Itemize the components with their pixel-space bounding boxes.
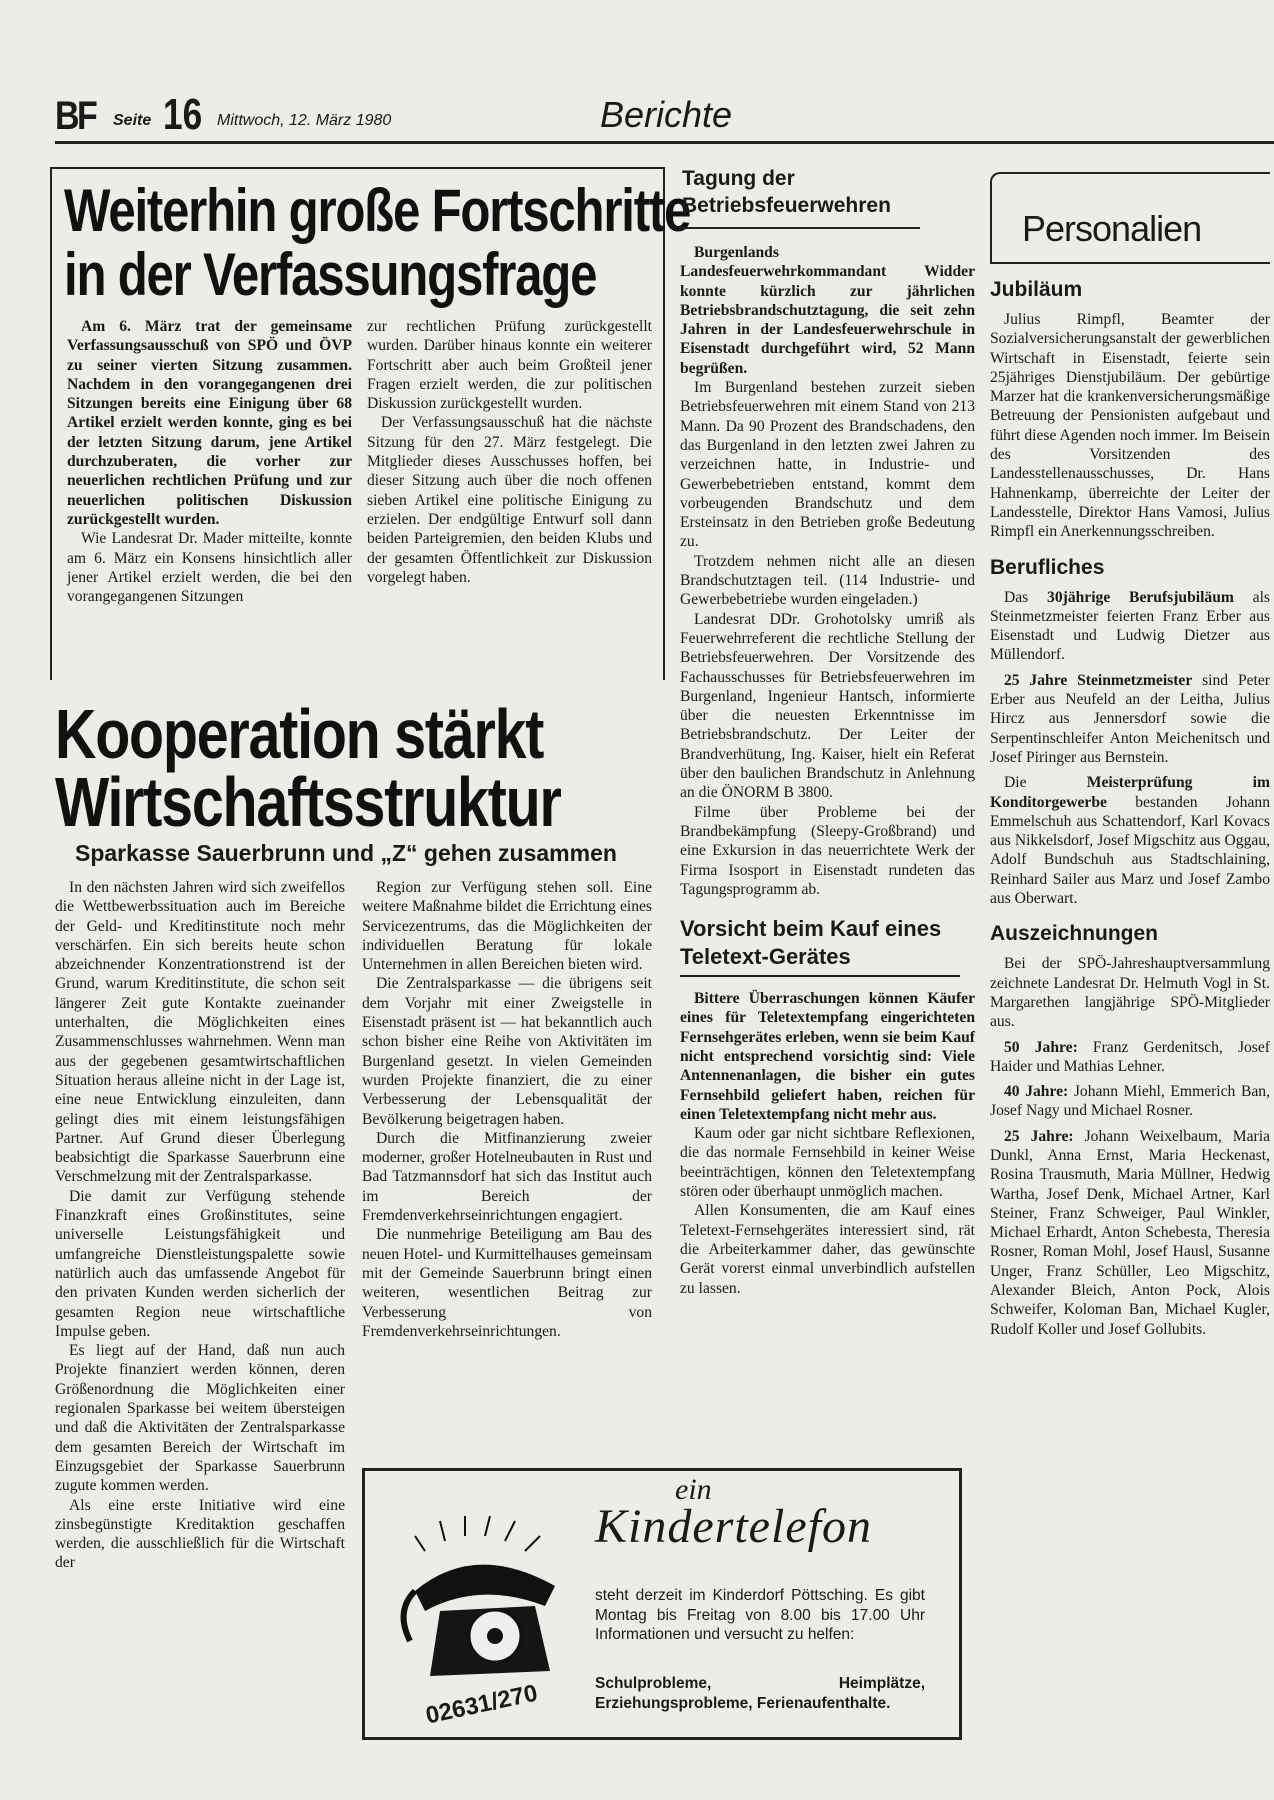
issue-date: Mittwoch, 12. März 1980 bbox=[217, 112, 392, 129]
headline: Tagung der Betriebsfeuerwehren bbox=[680, 165, 920, 229]
paragraph-text: Julius Rimpfl, Beamter der Sozialversicherungsanstalt der gewerblichen Wirtschaft in Eisenstadt, feierte sein 25jähriges Dienstjubiläum. Der gebürtige Marzer hat die krankenversicherungsmäßige Betreuung der Pensionisten aufgebaut und führt diese Agenden noch immer. Im Beisein des Vorsitzenden des Landesstellenausschusses, Dr. Hans Hahnenkamp, überreichte der Leiter der Landesstelle, Direktor Hans Vamosi, Julius Rimpfl ein Anerkennungsschreiben. bbox=[990, 311, 1270, 541]
paragraph: Im Burgenland bestehen zurzeit sieben Betriebsfeuerwehren mit einem Stand von 213 Mann. Da 90 Prozent des Brandschadens, den das Burgenland in den letzten zwei Jahren zu verzeichnen hatte, in Industrie- und Gewerbebetrieben entstand, kommt dem vorbeugenden Brandschutz und dem Ersteinsatz in den Betrieben große Bedeutung zu. bbox=[680, 379, 975, 551]
paragraph-text: sind Peter Erber aus Neufeld an der Leitha, Julius Hircz aus Jennersdorf sowie die Serpentinschleifer Anton Meichenitsch und Josef Piringer aus Bernstein. bbox=[990, 671, 1270, 766]
article-column-1 bbox=[55, 878, 345, 1573]
paragraph-pre: Das bbox=[1004, 588, 1048, 606]
paragraph: Kaum oder gar nicht sichtbare Reflexionen, die das normale Fernsehbild in keiner Weise beeinträchtigen, können den Teletextempfang stören oder überhaupt unmöglich machen. bbox=[680, 1125, 975, 1201]
personalien-title: Personalien bbox=[1022, 208, 1202, 249]
subheadline: Sparkasse Sauerbrunn und „Z“ gehen zusammen bbox=[75, 840, 617, 866]
ad-list: Schulprobleme, Heimplätze, Erziehungsprobleme, Ferienaufenthalte. bbox=[595, 1675, 925, 1712]
paragraph-text: Johann Weixelbaum, Maria Dunkl, Anna Ernst, Maria Heckenast, Rosina Trausmuth, Maria Müllner, Hedwig Wartha, Josef Denk, Michael Artner, Karl Steiner, Franz Schweiger, Paul Winkler, Michael Erhardt, Anton Schebesta, Theresia Rosner, Roman Mohl, Josef Hausl, Susanne Unger, Franz Schüller, Leo Migschitz, Alexander Bleich, Anton Pock, Alois Schweifer, Koloman Ban, Michael Kugler, Rudolf Koller und Josef Gollubits. bbox=[990, 1127, 1271, 1338]
paragraph: Allen Konsumenten, die am Kauf eines Teletext-Fernsehgerätes interessiert sind, rät die Arbeiterkammer daher, das gewünschte Gerät vorerst einmal unverbindlich aufstellen zu lassen. bbox=[680, 1202, 975, 1297]
article-body bbox=[680, 243, 975, 899]
article-column-1 bbox=[67, 317, 352, 606]
paragraph-lead: 30jährige Berufsjubiläum bbox=[1047, 588, 1234, 606]
article-betriebsfeuerwehren bbox=[680, 165, 975, 1298]
ad-script-title: Kindertelefon bbox=[595, 1500, 872, 1553]
headline bbox=[64, 179, 690, 307]
paragraph-lead: 25 Jahre: bbox=[1004, 1127, 1074, 1145]
paragraph-text: Bei der SPÖ-Jahreshauptversammlung zeichnete Landesrat Dr. Helmuth Vogl in St. Margarethen langjährige SPÖ-Mitglieder aus. bbox=[990, 955, 1270, 1031]
article-verfassungsfrage bbox=[50, 167, 691, 680]
paragraph bbox=[990, 310, 1270, 542]
paragraph: Bittere Überraschungen können Käufer eines für Teletextempfang eingerichteten Fernsehgerätes erleben, wenn sie beim Kauf nicht entsprechend vorsichtig sind: Viele Antennenanlagen, die bisher ein gutes Fernsehbild geliefert haben, reichen für einen Teletextempfang nicht mehr aus. bbox=[680, 990, 975, 1123]
headline-line-2: Wirtschaftsstruktur bbox=[55, 763, 561, 841]
telephone-icon bbox=[385, 1511, 575, 1711]
paragraph: Trotzdem nehmen nicht alle an diesen Brandschutztagen teil. (114 Industrie- und Gewerbebetriebe wurden eingeladen.) bbox=[680, 552, 975, 609]
paragraph bbox=[990, 773, 1270, 908]
paragraph: In den nächsten Jahren wird sich zweifellos die Wettbewerbssituation auch im Bereiche der Geld- und Kreditinstitute noch mehr verschärfen. Ein sich bereits heute schon abzeichnender Konzentrationstrend ist der Grund, warum Kreditinstitute, die schon seit längerer Zeit gute Kontakte zueinander unterhalten, die Möglichkeiten eines Zusammenschlusses wahrnehmen. Wenn man aus der gegebenen gesamtwirtschaftlichen Situation heraus alleine nicht in der Lage ist, eine neue Entwicklung einzuleiten, dann gelingt dies mit einem leistungsfähigen Partner. Auf Grund dieser Überlegung beabsichtigt die Sparkasse Sauerbrunn eine Verschmelzung mit der Zentralsparkasse. bbox=[55, 879, 345, 1186]
paragraph bbox=[990, 1127, 1270, 1339]
paragraph: Burgenlands Landesfeuerwehrkommandant Widder konnte kürzlich zur jährlichen Betriebsbrandschutztagung, die seit zehn Jahren in der Landesfeuerwehrschule in Eisenstadt durchgeführt wird, 52 Mann begrüßen. bbox=[680, 244, 975, 377]
paragraph bbox=[990, 954, 1270, 1031]
paragraph-lead: 25 Jahre Steinmetzmeister bbox=[1004, 671, 1193, 689]
section-body bbox=[990, 310, 1270, 542]
personalien-title-box bbox=[990, 172, 1270, 264]
paragraph: Region zur Verfügung stehen soll. Eine weitere Maßnahme bildet die Errichtung eines Servicezentrums, das die Möglichkeiten der individuellen Beratung für lokale Unternehmen in allen Bereichen bieten wird. bbox=[362, 879, 652, 974]
masthead bbox=[55, 92, 1274, 144]
paragraph-text: Franz Gerdenitsch, Josef Haider und Mathias Lehner. bbox=[990, 1038, 1270, 1075]
phone-number: 02631/270 bbox=[423, 1679, 540, 1730]
paragraph bbox=[990, 671, 1270, 767]
paragraph bbox=[990, 588, 1270, 665]
seite-label: Seite bbox=[113, 112, 152, 129]
paragraph-lead: 50 Jahre: bbox=[1004, 1038, 1078, 1056]
section-heading: Jubiläum bbox=[990, 278, 1083, 301]
personalien-column bbox=[990, 172, 1270, 1345]
kindertelefon-ad bbox=[362, 1468, 962, 1740]
headline-line-1: Kooperation stärkt bbox=[55, 695, 544, 773]
article-teletext-body bbox=[680, 989, 975, 1298]
paragraph: Es liegt auf der Hand, daß nun auch Projekte finanziert werden können, deren Größenordnung die Möglichkeiten einer regionalen Sparkasse bei weitem übersteigen und daß die Aktivitäten der Zentralsparkasse dem gesamten Bereich der Wirtschaft im Einzugsgebiet der Sparkasse Sauerbrunn zugute kommen werden. bbox=[55, 1342, 345, 1495]
paragraph bbox=[990, 1082, 1270, 1121]
headline-line-1: Weiterhin große Fortschritte bbox=[64, 177, 691, 244]
paragraph: Die nunmehrige Beteiligung am Bau des neuen Hotel- und Kurmittelhauses gemeinsam mit der Gemeinde Sauerbrunn bringt einen weiteren, wesentlichen Beitrag zur Verbesserung von Fremdenverkehrseinrichtungen. bbox=[362, 1226, 652, 1340]
ad-body: steht derzeit im Kinderdorf Pöttsching. Es gibt Montag bis Freitag von 8.00 bis 17.00 Uhr Informationen und versucht zu helfen: bbox=[595, 1587, 925, 1643]
paragraph: Landesrat DDr. Grohotolsky umriß als Feuerwehrreferent die rechtliche Stellung der Betriebsfeuerwehren. Der Vorsitzende des Fachausschusses für Betriebsfeuerwehren im Burgenland, Ingenieur Hantsch, informierte über die neuesten Erkenntnisse im Betriebsbrandschutz. Der Leiter der Brandverhütung, Ing. Kaiser, hielt ein Referat über den baulichen Brandschutz in Anlehnung an die ÖNORM B 3800. bbox=[680, 610, 975, 802]
paragraph-text: bestanden Johann Emmelschuh aus Schattendorf, Karl Kovacs aus Nikkelsdorf, Josef Migschitz aus Oggau, Adolf Bundschuh aus Stadtschlaining, Reinhard Sailer aus Marz und Josef Zambo aus Oberwart. bbox=[990, 793, 1270, 908]
paragraph-lead: 40 Jahre: bbox=[1004, 1083, 1069, 1101]
paragraph: Wie Landesrat Dr. Mader mitteilte, konnte am 6. März ein Konsens hinsichtlich aller jener Artikel erzielt werden, die bei den vorangegangenen Sitzungen bbox=[67, 530, 352, 606]
paragraph-lead: Meisterprüfung im Konditorgewerbe bbox=[990, 774, 1270, 811]
paragraph bbox=[990, 1038, 1270, 1077]
paragraph: Als eine erste Initiative wird eine zinsbegünstigte Kreditaktion geschaffen werden, die ausschließlich für die Wirtschaft der bbox=[55, 1496, 345, 1572]
section-body bbox=[990, 954, 1270, 1339]
article-column-2 bbox=[362, 878, 652, 1341]
paragraph-text: als Steinmetzmeister feierten Franz Erber aus Eisenstadt und Ludwig Dietzer aus Müllendorf. bbox=[990, 588, 1270, 664]
paragraph: Die damit zur Verfügung stehende Finanzkraft eines Großinstitutes, seine universelle Leistungsfähigkeit und umfangreiche Dienstleistungspalette sowie natürlich auch das umfassende Angebot für den privaten Kunden werden sicherlich der gesamten Region neue wirtschaftliche Impulse geben. bbox=[55, 1187, 345, 1340]
paragraph: Die Zentralsparkasse — die übrigens seit dem Vorjahr mit einer Zweigstelle in Eisenstadt präsent ist — hat bekanntlich auch schon bisher eine Reihe von Aktivitäten im Burgenland gesetzt. In vielen Gemeinden wurden Projekte finanziert, die zu einer Verbesserung der Lebensqualität der Bevölkerung beigetragen haben. bbox=[362, 975, 652, 1128]
headline-line-2: in der Verfassungsfrage bbox=[64, 241, 597, 308]
page-number: 16 bbox=[163, 90, 203, 139]
logo: BF bbox=[55, 94, 96, 138]
headline bbox=[55, 695, 561, 841]
section-body bbox=[990, 588, 1270, 909]
paragraph: Am 6. März trat der gemeinsame Verfassungsausschuß von SPÖ und ÖVP zu seiner vierten Sitzung zusammen. Nachdem in den vorangegangenen drei Sitzungen bereits eine Einigung über 68 Artikel erzielt werden konnte, ging es bei der letzten Sitzung darum, jene Artikel durchzuberaten, die vorher zur neuerlichen rechtlichen Prüfung und zur neuerlichen politischen Diskussion zurückgestellt wurden. bbox=[67, 318, 352, 528]
article-column-2 bbox=[367, 317, 652, 587]
section-heading: Auszeichnungen bbox=[990, 922, 1159, 946]
headline-teletext: Vorsicht beim Kauf eines Teletext-Gerätes bbox=[680, 915, 960, 977]
paragraph: Durch die Mitfinanzierung zweier moderner, großer Hotelneubauten in Rust und Bad Tatzmannsdorf hat sich das Institut auch im Bereich der Fremdenverkehrseinrichtungen engagiert. bbox=[362, 1129, 652, 1225]
paragraph-text: Johann Miehl, Emmerich Ban, Josef Nagy und Michael Rosner. bbox=[990, 1083, 1270, 1120]
paragraph: Der Verfassungsausschuß hat die nächste Sitzung für den 27. März festgelegt. Die Mitglieder dieses Ausschusses hoffen, bei dieser Sitzung auch über die noch offenen sieben Artikel eine politische Einigung zu erzielen. Der endgültige Entwurf soll dann beiden Parteigremien, den beiden Klubs und der gesamten Öffentlichkeit zur Diskussion vorgelegt haben. bbox=[367, 414, 652, 586]
ad-script-small: ein bbox=[675, 1473, 712, 1506]
section-title: Berichte bbox=[600, 94, 733, 135]
paragraph-pre: Die bbox=[1004, 774, 1087, 792]
paragraph: zur rechtlichen Prüfung zurückgestellt wurden. Darüber hinaus konnte ein weiterer Fortschritt aber auch beim Großteil jener Fragen erzielt werden, die zur politischen Diskussion zurückgestellt wurden. bbox=[367, 318, 652, 413]
section-heading: Berufliches bbox=[990, 555, 1105, 579]
paragraph: Filme über Probleme bei der Brandbekämpfung (Sleepy-Großbrand) und eine Exkursion in das neuerrichtete Werk der Firma Isosport in Eisenstadt rundeten das Tagungsprogramm ab. bbox=[680, 803, 975, 898]
personalien-body bbox=[990, 278, 1270, 1339]
